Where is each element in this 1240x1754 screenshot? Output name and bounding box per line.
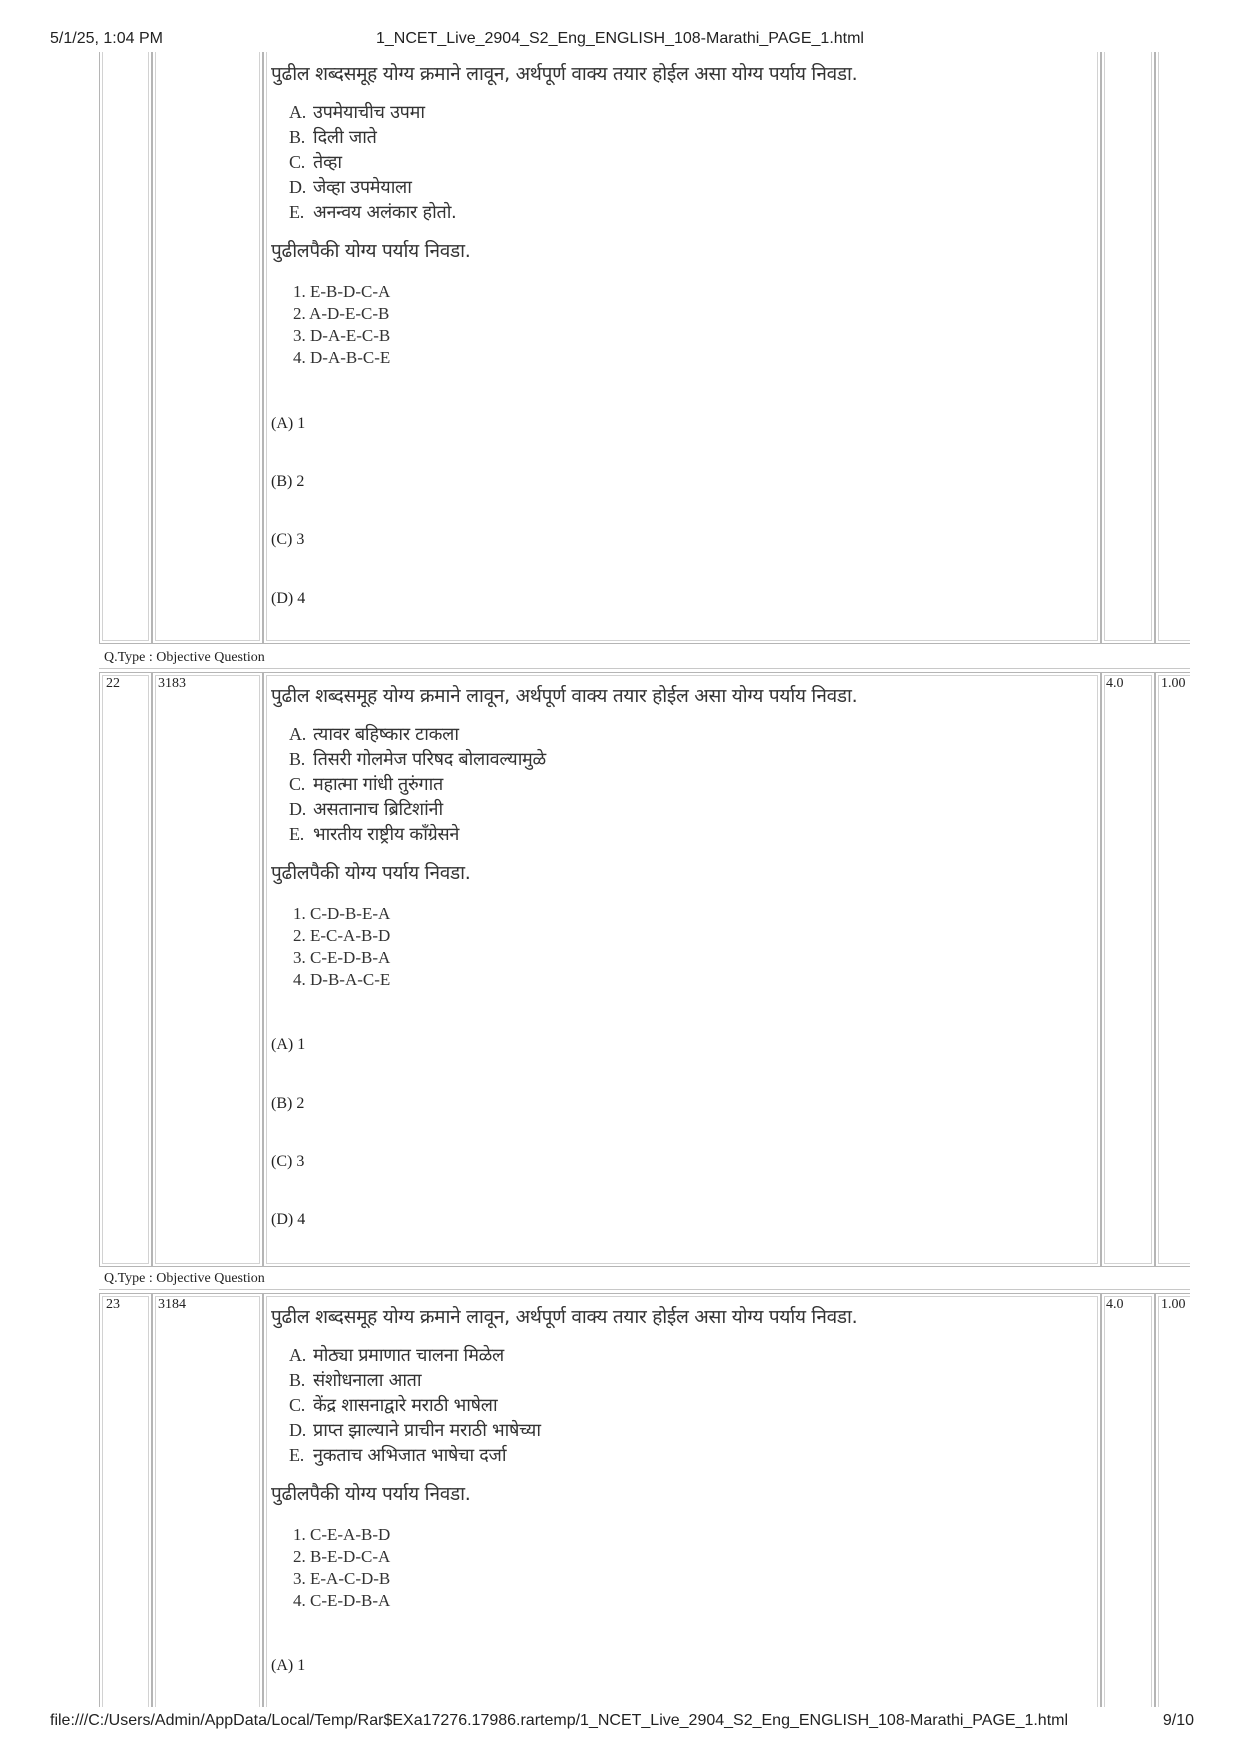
phrase-list: [289, 1343, 1101, 1468]
marks-cell: [1101, 1293, 1155, 1707]
choose-prompt: पुढीलपैकी योग्य पर्याय निवडा.: [271, 862, 471, 884]
order-item: 1. C-D-B-E-A: [293, 904, 391, 923]
order-list: [293, 281, 1101, 369]
option-b: (B) 2: [271, 473, 305, 490]
sno-cell: [99, 52, 152, 644]
marks: 4.0: [1106, 1297, 1124, 1312]
marks-cell: [1101, 672, 1155, 1267]
order-list: [293, 903, 1101, 991]
question-text: पुढील शब्दसमूह योग्य क्रमाने लावून, अर्थपूर्ण वाक्य तयार होईल असा योग्य पर्याय निवडा.: [271, 63, 858, 85]
question-id: 3184: [158, 1297, 186, 1312]
print-title: 1_NCET_Live_2904_S2_Eng_ENGLISH_108-Marathi_PAGE_1.html: [376, 30, 864, 47]
option-a: (A) 1: [271, 1036, 306, 1053]
marks-cell: [1101, 52, 1155, 644]
sno-cell: [99, 672, 152, 1267]
phrase-item: A. उपमेयाचीच उपमा: [289, 102, 425, 123]
order-list: [293, 1524, 1101, 1612]
negative-marks: 1.00: [1161, 1297, 1186, 1312]
negative-cell: [1155, 672, 1190, 1267]
order-item: 1. C-E-A-B-D: [293, 1525, 391, 1544]
order-item: 3. C-E-D-B-A: [293, 948, 391, 967]
phrase-item: D. असतानाच ब्रिटिशांनी: [289, 799, 443, 820]
negative-cell: [1155, 52, 1190, 644]
order-item: 4. D-A-B-C-E: [293, 348, 391, 367]
phrase-list: [289, 722, 1101, 847]
print-footer: [0, 1712, 1240, 1742]
question-table: [99, 52, 1190, 1707]
serial-number: 22: [106, 676, 120, 691]
phrase-item: A. मोठ्या प्रमाणात चालना मिळेल: [289, 1345, 504, 1366]
order-item: 2. E-C-A-B-D: [293, 926, 391, 945]
phrase-list: [289, 100, 1101, 225]
qtype-label: Q.Type : Objective Question: [104, 1271, 265, 1286]
page-number: 9/10: [1162, 1712, 1194, 1729]
phrase-item: E. भारतीय राष्ट्रीय काँग्रेसने: [289, 824, 460, 845]
qid-cell: [152, 672, 263, 1267]
divider: [99, 1289, 1190, 1290]
option-d: (D) 4: [271, 590, 306, 607]
question-content: [271, 682, 1101, 991]
option-a: (A) 1: [271, 1657, 306, 1674]
order-item: 4. C-E-D-B-A: [293, 1591, 391, 1610]
option-c: (C) 3: [271, 1153, 305, 1170]
marks: 4.0: [1106, 676, 1124, 691]
print-datetime: 5/1/25, 1:04 PM: [50, 30, 163, 47]
phrase-item: B. संशोधनाला आता: [289, 1370, 422, 1391]
phrase-item: E. नुकताच अभिजात भाषेचा दर्जा: [289, 1445, 507, 1466]
phrase-item: D. जेव्हा उपमेयाला: [289, 177, 412, 198]
qtype-label: Q.Type : Objective Question: [104, 650, 265, 665]
file-path: file:///C:/Users/Admin/AppData/Local/Temp/Rar$EXa17276.17986.rartemp/1_NCET_Live_2904_S2_Eng_ENGLISH_108-Marathi_PAGE_1.html: [50, 1712, 1069, 1729]
phrase-item: D. प्राप्त झाल्याने प्राचीन मराठी भाषेच्या: [289, 1420, 541, 1441]
question-content: [271, 1303, 1101, 1612]
question-text: पुढील शब्दसमूह योग्य क्रमाने लावून, अर्थपूर्ण वाक्य तयार होईल असा योग्य पर्याय निवडा.: [271, 1306, 858, 1328]
negative-marks: 1.00: [1161, 676, 1186, 691]
negative-cell: [1155, 1293, 1190, 1707]
question-id: 3183: [158, 676, 186, 691]
order-item: 3. E-A-C-D-B: [293, 1569, 391, 1588]
question-content: [271, 60, 1101, 369]
phrase-item: C. महात्मा गांधी तुरुंगात: [289, 774, 443, 795]
order-item: 2. B-E-D-C-A: [293, 1547, 391, 1566]
phrase-item: E. अनन्वय अलंकार होतो.: [289, 202, 457, 223]
question-text: पुढील शब्दसमूह योग्य क्रमाने लावून, अर्थपूर्ण वाक्य तयार होईल असा योग्य पर्याय निवडा.: [271, 685, 858, 707]
order-item: 2. A-D-E-C-B: [293, 304, 390, 323]
choose-prompt: पुढीलपैकी योग्य पर्याय निवडा.: [271, 1483, 471, 1505]
option-c: (C) 3: [271, 531, 305, 548]
phrase-item: B. तिसरी गोलमेज परिषद बोलावल्यामुळे: [289, 749, 546, 770]
option-a: (A) 1: [271, 415, 306, 432]
qid-cell: [152, 52, 263, 644]
order-item: 1. E-B-D-C-A: [293, 282, 391, 301]
order-item: 3. D-A-E-C-B: [293, 326, 391, 345]
serial-number: 23: [106, 1297, 120, 1312]
choose-prompt: पुढीलपैकी योग्य पर्याय निवडा.: [271, 240, 471, 262]
option-b: (B) 2: [271, 1095, 305, 1112]
option-d: (D) 4: [271, 1211, 306, 1228]
phrase-item: C. तेव्हा: [289, 152, 342, 173]
sno-cell: [99, 1293, 152, 1707]
order-item: 4. D-B-A-C-E: [293, 970, 391, 989]
phrase-item: C. केंद्र शासनाद्वारे मराठी भाषेला: [289, 1395, 498, 1416]
divider: [99, 668, 1190, 669]
phrase-item: B. दिली जाते: [289, 127, 377, 148]
qid-cell: [152, 1293, 263, 1707]
phrase-item: A. त्यावर बहिष्कार टाकला: [289, 724, 459, 745]
